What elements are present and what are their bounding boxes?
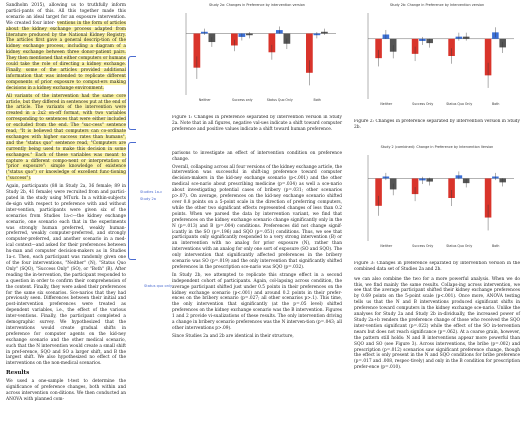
x-tick-label: Both xyxy=(313,98,321,102)
paragraph xyxy=(6,94,126,183)
paragraph: parisons to investigate an effect of intervention condition on preference change. xyxy=(172,150,342,162)
paragraph: In Study 2b, we attempted to replicate this strange effect in a second independent cohort of participants. Again, col-lapsing across condition, the average participant shifted just under 0.5 points in their preferences on the kidney exchange scenario (p<.001) and around 0.2 points in their prefer-ences on the bribery scenario (p=.027; all other scenarios p>.1). This time, the only intervention that significantly (at the p=.05 level) shifted preferences on the kidney exchange scenario was the B intervention. Figures 1 and 2 provide vi-sualizations of these results. The only intervention driving a change in bribery scenario preferences was the N interven-tion (p=.043; all other interventions p>.09). xyxy=(172,272,342,331)
figure-title: Study 2b: Change in Preference by Intervention version xyxy=(389,3,485,7)
x-tick-label: Status Quo Only xyxy=(266,98,293,102)
paragraph: Since Studies 2a and 2b are identical in their structure, xyxy=(172,333,294,339)
x-tick-label: Status Quo Only xyxy=(446,243,473,248)
column-left xyxy=(6,3,126,405)
x-tick-label: Success Only xyxy=(412,243,434,248)
x-tick-label: Neither xyxy=(380,243,393,248)
margin-note[interactable]: Status quo only xyxy=(144,284,173,288)
paragraph: We used a one-sample t-test to determine the significance of preference changes, both within and across intervention con-ditions. We then conducted an ANOVA with planned com- xyxy=(6,379,126,402)
figure-caption: Figure 1: Changes in preference separated by intervention version in Study 2a. Note that in all figures, negative val-ues indicate a shift toward computer preference and positive values indicate a shift toward human preference. xyxy=(172,115,342,132)
figure-1 xyxy=(172,3,342,115)
highlighted-text[interactable]: ventions in the form of articles about the kidney exchange process adapted from literature produced by the National Kidney Registry. The articles first gave a general descrip-tion of the kidney exchange process, including a diagram of a kidney exchange between three donor-patient pairs. They then mentioned that either computers or humans could take the role of directing a kidney exchange. Finally, some of the articles provided additional information that was intended to replicate different components of prior exposure to comput-ers making decisions in a kidney exchange environment. xyxy=(6,20,126,91)
figure-2 xyxy=(354,3,520,119)
x-tick-label: Success Only xyxy=(412,102,434,106)
column-middle xyxy=(172,3,342,342)
bar-chart-study-2-combined xyxy=(354,151,520,259)
annotation-bracket[interactable] xyxy=(128,142,136,260)
x-tick-label: Neither xyxy=(380,102,393,106)
paragraph: Again, participants (88 in Study 2a, 36 female; 89 in Study 2b, 41 female) were recruited from and partici-pated in the study using MTurk. In a within-subjects de-sign with respect to preference with and without inter-vention, participants were given six of the scenarios from Studies 1a-c—the kidney exchange scenario, one scenario each that in the experiments was strongly human preferred, weakly human-preferred, weakly computer-preferred, and strongly computer-preferred, and another scenario in a med-ical context—and asked for their preferences between hu-man and computer decision-makers as in Studies 1a-c. Then, each participant was randomly given one of the four interventions, "Neither" (N), "Status Quo Only" (SQO), "Success Only" (SO), or "Both" (B). After reading the in-tervention, the participant responded to a question in order to confirm their comprehension of the content. Finally, they were asked their preferences for the same six scenarios. Sce-narios that they had previously seen. Differences between their initial and post-intervention preferences were treated as dependent variables, i.e., the effect of the various inter-ventions. Finally, the participant completed a demographic survey. We hypothesized that the interventions would create gradual shifts in preference for computer agents on the kid-ney exchange scenario and the other medical scenario, such that the N intervention would create a small shift in pref-erence, SQO and SO a larger shift, and B the largest shift. We also hypothesized no effect of the interventions on the non-medical scenarios. xyxy=(6,184,126,367)
x-tick-label: Neither xyxy=(198,98,211,102)
x-tick-label: Success only xyxy=(231,98,253,102)
x-tick-label: Both xyxy=(492,102,500,106)
margin-note[interactable]: Studies 1a-c xyxy=(140,190,163,194)
bar-chart-study-2a xyxy=(172,9,342,113)
figure-title: Study 2a: Changes in Preference by intervention version xyxy=(209,3,305,7)
x-tick-label: Status Quo Only xyxy=(446,102,473,106)
bar-chart-study-2b xyxy=(354,9,520,117)
column-right xyxy=(354,3,520,373)
annotation-bracket[interactable] xyxy=(128,56,136,130)
figure-title: Study 2 (combined): Change in Preference by Intervention Version xyxy=(380,144,494,149)
text-run: Sandholm 2015), allowing us to truthfully inform partici-pants of this. All this together made this scenario an ideal target for an exposure intervention. We created four inter- xyxy=(6,3,126,26)
x-tick-label: Both xyxy=(492,243,500,248)
figure-3 xyxy=(354,145,520,261)
margin-note[interactable]: Study 2a xyxy=(140,197,157,201)
section-heading-results: Results xyxy=(6,370,30,377)
figure-caption: Figure 3: Changes in preference separated by intervention version in the combined data set of Studies 2a and 2b. xyxy=(354,260,520,272)
paragraph: Overall, collapsing across all four versions of the kidney exchange article, the intervention was successful in shift-ing preference toward computer decision-makers in the kid-ney exchange scenario (p<.001) and the other medical sce-nario about prescribing medicine (p=.034) as well a sce-nario about investigating potential cases of bribery (p=.031; other scenarios p>.07). On average, preferences on the kid-ney exchange scenario shifted over 0.8 points on a 5-point scale in the direction of preferring computers, while the other two significant effects represented changes of less than 0.2 points. When we parsed the data by intervention variant, we find that preferences on the kidney exchange scenario change significantly only in the N (p=.013) and B (p=.004) conditions. Preferences did not change signif-icantly in the SO (p=.196) and SQO (p=.051) conditions. Thus, we see that participants only significantly responded to a very strong intervention (B) or an intervention with no analog for prior exposure (N), rather than interventions with an analog for only one sort of exposure (SO and SQO). The only intervention that significantly affected preferences in the bribery scenario was SO (p=.019) and the only intervention that significantly shifted preferences in the prescription sce-nario was SQO (p=.032). xyxy=(172,164,342,270)
paragraph: we can also combine the two for a more powerful analysis. When we do this, we find mainly the same results. Collaps-ing across intervention, we see that the average participant shifted their kidney exchange preferences by 0.69 points on the 5-point scale (p<.001). Once more, ANOVA testing tells us that the N and B interventions produced significant shifts in preference toward computers in the kidney exchange sce-nario. Unlike the analyses for Study 2a and Study 2b in-dividually, the increased power of Study 2a+b renders the preference change of those who received the SQO inter-vention significant (p=.022) while the effect of the SO in-tervention nears but does not reach significance (p=.062). At a coarse grain, however, the pattern still holds: N and B interventions appear more powerful than SQO and SO (see Figure 3). Across interventions, the bribe (p=.002) and prescription (p=.012) scenarios saw significant preference change, though the effect is only present in the N and SQO conditions for bribe preference (p=.017 and .008, respec-tively) and only in the B condition for prescription prefer-ence (p=.010). xyxy=(354,276,520,371)
highlighted-text[interactable]: All variants of the intervention had the same core article, but they differed in sentences put at the end of the article. The variants of the intervention were created in a 2x2 on-off format, with two variables corresponding to sentences that were either included or excluded from the end. The "suc-cess" sentence read, "It is believed that computers can co-ordinate exchanges with higher success rates than humans", and the "status quo" sentence read, "Computers are currently being used to make this decision in some exchanges." Each of these variables was meant to capture a different compo-nent or interpretation of "prior exposure": simple knowledge of existence ("status quo") or knowledge of excellent func-tioning ("success"). xyxy=(6,93,126,182)
figure-caption: Figure 2: Changes in preference separated by intervention version in Study 2b. xyxy=(354,119,520,130)
paragraph xyxy=(6,3,126,92)
